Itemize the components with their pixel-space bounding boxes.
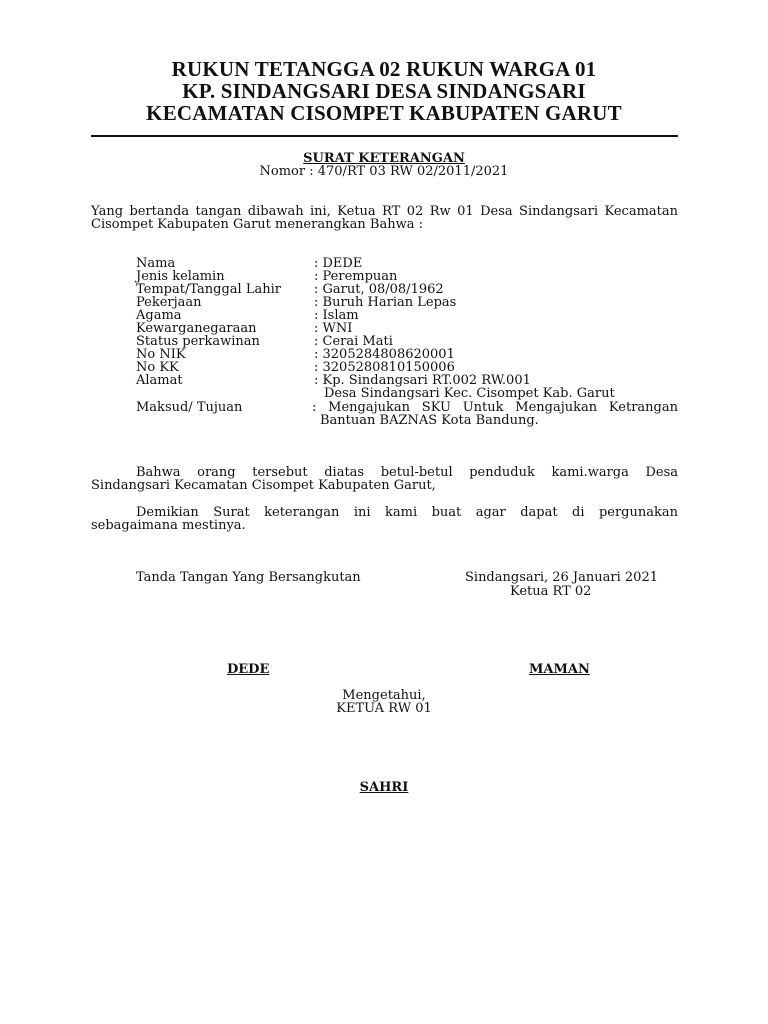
field-label-alamat: Alamat	[136, 373, 183, 388]
field-value-status: : Cerai Mati	[314, 334, 393, 349]
field-label-pekerjaan: Pekerjaan	[136, 295, 202, 310]
signatory-name-bottom: SAHRI	[359, 780, 409, 795]
header-line-2: KP. SINDANGSARI DESA SINDANGSARI	[182, 79, 586, 103]
field-value-alamat-line-2: Desa Sindangsari Kec. Cisompet Kab. Garut	[324, 386, 615, 401]
field-label-agama: Agama	[136, 308, 182, 323]
acknowledge-line-1: Mengetahui,	[342, 688, 426, 703]
field-value-jenis-kelamin: : Perempuan	[314, 269, 398, 284]
field-value-maksud: : Mengajukan SKU Untuk Mengajukan Ketrangan	[312, 400, 678, 415]
paragraph-1-line-2: Sindangsari Kecamatan Cisompet Kabupaten Garut,	[91, 478, 436, 493]
place-and-date: Sindangsari, 26 Januari 2021	[465, 570, 658, 585]
field-value-nama: : DEDE	[314, 256, 363, 271]
field-label-nik: No NIK	[136, 347, 186, 362]
intro-line-1: Yang bertanda tangan dibawah ini, Ketua RT 02 Rw 01 Desa Sindangsari Kecamatan	[91, 204, 678, 219]
field-value-ttl: : Garut, 08/08/1962	[314, 282, 444, 297]
acknowledge-line-2: KETUA RW 01	[336, 701, 432, 716]
field-label-ttl: Tempat/Tanggal Lahir	[136, 282, 281, 297]
field-label-maksud: Maksud/ Tujuan	[136, 400, 243, 415]
field-label-nama: Nama	[136, 256, 176, 271]
field-value-kk: : 3205280810150006	[314, 360, 455, 375]
intro-line-2: Cisompet Kabupaten Garut menerangkan Bahwa :	[91, 217, 423, 232]
field-value-alamat: : Kp. Sindangsari RT.002 RW.001	[314, 373, 531, 388]
signature-caption-left: Tanda Tangan Yang Bersangkutan	[136, 570, 361, 585]
paragraph-1-line-1: Bahwa orang tersebut diatas betul-betul penduduk kami.warga Desa	[136, 465, 678, 480]
letter-title: SURAT KETERANGAN	[303, 151, 465, 166]
header-line-3: KECAMATAN CISOMPET KABUPATEN GARUT	[146, 101, 622, 125]
signatory-name-right: MAMAN	[529, 662, 590, 677]
header-line-1: RUKUN TETANGGA 02 RUKUN WARGA 01	[171, 57, 597, 81]
paragraph-2-line-2: sebagaimana mestinya.	[91, 518, 246, 533]
field-value-maksud-line-2: Bantuan BAZNAS Kota Bandung.	[320, 413, 539, 428]
field-label-kk: No KK	[136, 360, 179, 375]
header-divider	[91, 135, 678, 137]
field-value-pekerjaan: : Buruh Harian Lepas	[314, 295, 457, 310]
field-value-agama: : Islam	[314, 308, 359, 323]
field-label-status: Status perkawinan	[136, 334, 260, 349]
field-label-kewarganegaraan: Kewarganegaraan	[136, 321, 257, 336]
signature-caption-right: Ketua RT 02	[510, 584, 592, 599]
field-value-nik: : 3205284808620001	[314, 347, 455, 362]
field-label-jenis-kelamin: Jenis kelamin	[136, 269, 225, 284]
paragraph-2-line-1: Demikian Surat keterangan ini kami buat agar dapat di pergunakan	[136, 505, 678, 520]
letter-number: Nomor : 470/RT 03 RW 02/2011/2021	[259, 164, 509, 179]
signatory-name-left: DEDE	[227, 662, 270, 677]
field-value-kewarganegaraan: : WNI	[314, 321, 353, 336]
